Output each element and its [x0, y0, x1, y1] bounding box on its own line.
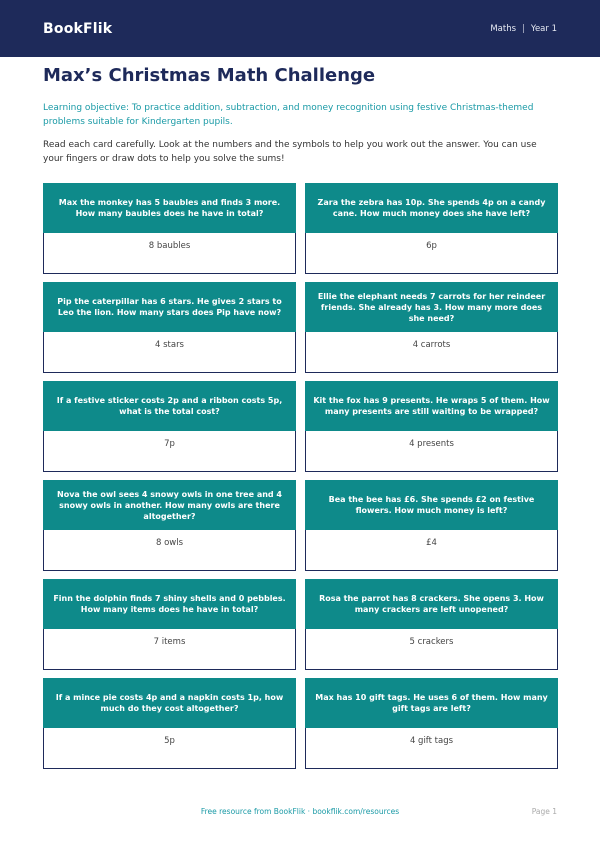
problem-card: [43, 381, 296, 472]
card-answer: 4 presents: [305, 431, 558, 472]
card-question: If a festive sticker costs 2p and a ribbon costs 5p, what is the total cost?: [43, 381, 296, 431]
card-question: Finn the dolphin finds 7 shiny shells and 0 pebbles. How many items does he have in total?: [43, 579, 296, 629]
card-answer: 5 crackers: [305, 629, 558, 670]
card-answer: 7 items: [43, 629, 296, 670]
card-question: Bea the bee has £6. She spends £2 on festive flowers. How much money is left?: [305, 480, 558, 530]
card-question: Pip the caterpillar has 6 stars. He gives 2 stars to Leo the lion. How many stars does Pip have now?: [43, 282, 296, 332]
breadcrumb-separator: |: [522, 23, 525, 34]
card-grid: [43, 183, 558, 769]
learning-objective: Learning objective: To practice addition, subtraction, and money recognition using festive Christmas-themed problems suitable for Kindergarten pupils.: [43, 103, 534, 127]
card-answer: 7p: [43, 431, 296, 472]
header-bar: [0, 0, 600, 57]
footer-link[interactable]: Free resource from BookFlik · bookflik.com/resources: [200, 807, 400, 816]
card-question: Rosa the parrot has 8 crackers. She opens 3. How many crackers are left unopened?: [305, 579, 558, 629]
card-answer: £4: [305, 530, 558, 571]
page-number: Page 1: [531, 807, 557, 816]
card-answer: 8 baubles: [43, 233, 296, 274]
brand-logo[interactable]: BookFlik: [43, 20, 113, 37]
card-answer: 6p: [305, 233, 558, 274]
problem-card: [43, 183, 296, 274]
problem-card: [43, 480, 296, 571]
breadcrumb-subject[interactable]: Maths: [490, 23, 517, 34]
card-question: Ellie the elephant needs 7 carrots for her reindeer friends. She already has 3. How many more does she need?: [305, 282, 558, 332]
card-answer: 4 gift tags: [305, 728, 558, 769]
card-question: Max the monkey has 5 baubles and finds 3 more. How many baubles does he have in total?: [43, 183, 296, 233]
problem-card: [305, 183, 558, 274]
problem-card: [305, 579, 558, 670]
card-answer: 4 carrots: [305, 332, 558, 373]
problem-card: [43, 282, 296, 373]
card-question: If a mince pie costs 4p and a napkin costs 1p, how much do they cost altogether?: [43, 678, 296, 728]
problem-card: [43, 678, 296, 769]
card-answer: 5p: [43, 728, 296, 769]
breadcrumb-level[interactable]: Year 1: [530, 23, 557, 34]
problem-card: [305, 282, 558, 373]
card-question: Kit the fox has 9 presents. He wraps 5 of them. How many presents are still waiting to be wrapped?: [305, 381, 558, 431]
card-answer: 4 stars: [43, 332, 296, 373]
problem-card: [305, 678, 558, 769]
problem-card: [305, 480, 558, 571]
problem-card: [43, 579, 296, 670]
instructions: Read each card carefully. Look at the numbers and the symbols to help you work out the answer. You can use your fingers or draw dots to help you solve the sums!: [43, 140, 537, 164]
card-question: Max has 10 gift tags. He uses 6 of them. How many gift tags are left?: [305, 678, 558, 728]
card-answer: 8 owls: [43, 530, 296, 571]
problem-card: [305, 381, 558, 472]
page-title: Max’s Christmas Math Challenge: [43, 65, 376, 86]
breadcrumb: [490, 24, 557, 34]
card-question: Nova the owl sees 4 snowy owls in one tree and 4 snowy owls in another. How many owls are there altogether?: [43, 480, 296, 530]
card-question: Zara the zebra has 10p. She spends 4p on a candy cane. How much money does she have left?: [305, 183, 558, 233]
